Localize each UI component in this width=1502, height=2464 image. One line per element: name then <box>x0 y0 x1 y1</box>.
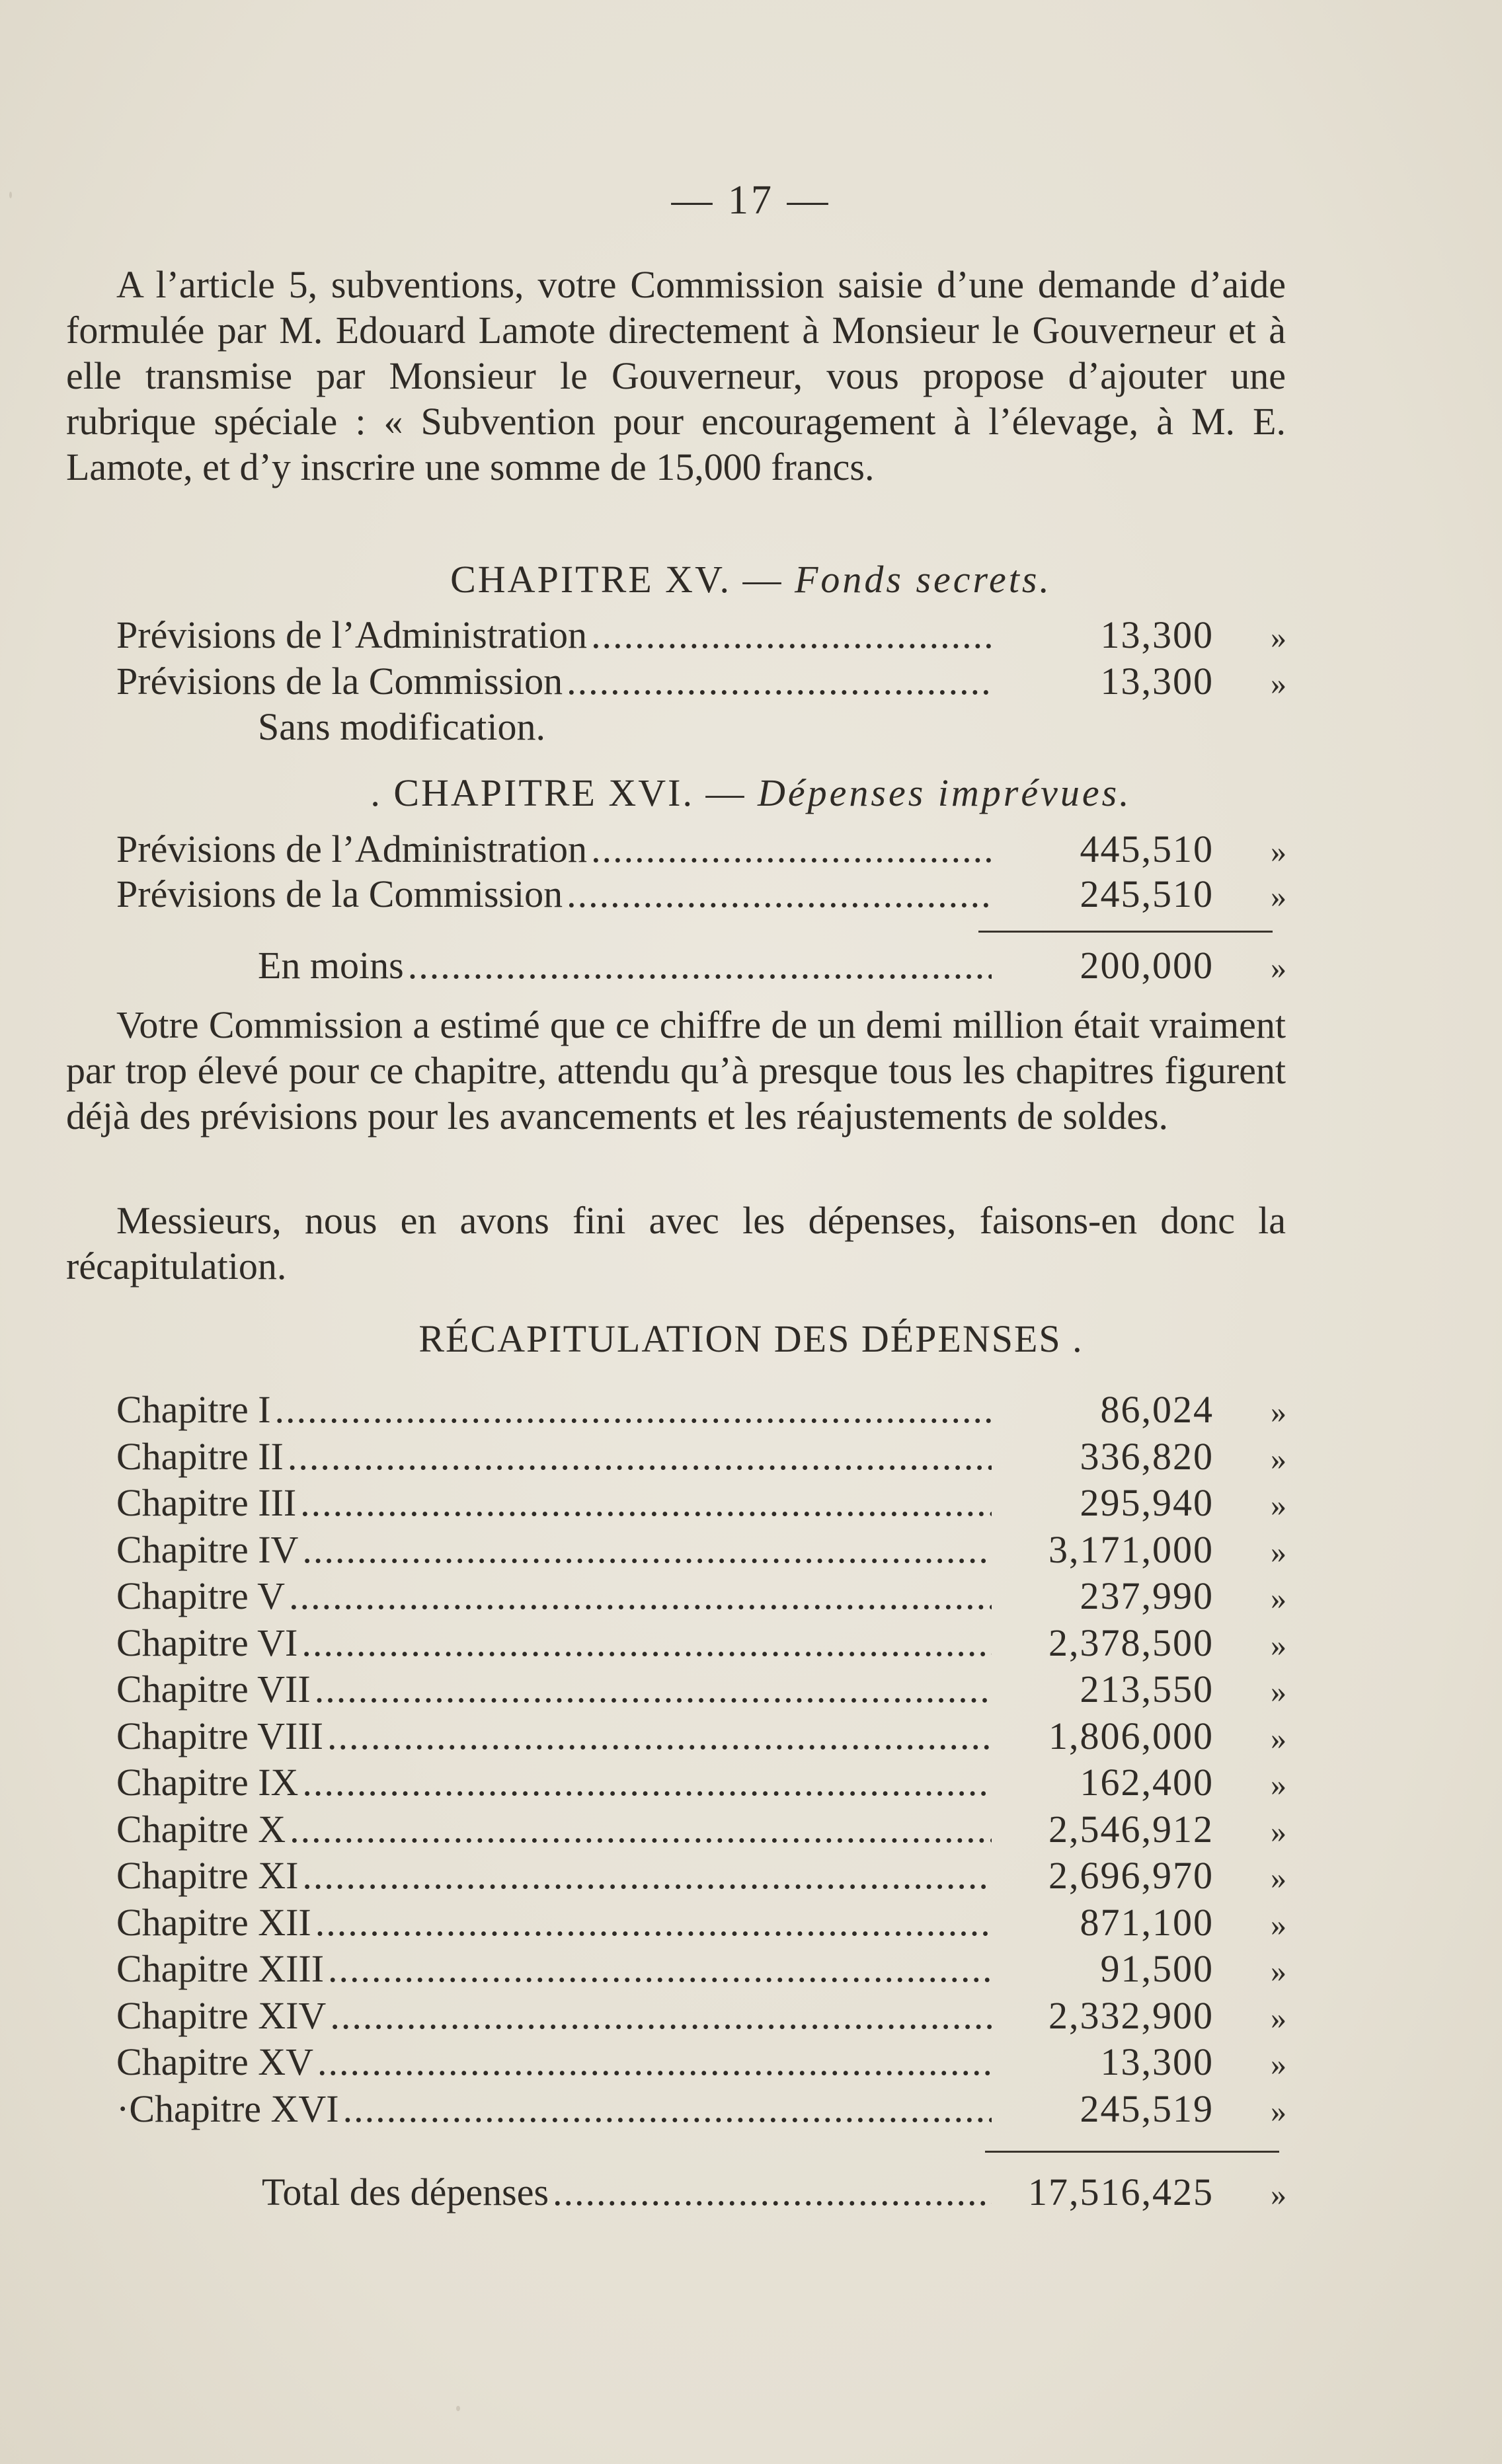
row-mark: » <box>1271 2047 1286 2082</box>
row-amount: 295,940 <box>1080 1481 1214 1524</box>
leader-dots <box>302 1761 992 1804</box>
row-label: En moins <box>258 944 404 987</box>
chapter-xv-heading <box>0 557 1502 601</box>
chapter-xvi-row-commission <box>116 872 1286 916</box>
row-label: Prévisions de l’Administration <box>116 613 588 656</box>
row-label: Chapitre VIII <box>116 1714 323 1757</box>
total-amount: 17,516,425 <box>1028 2171 1214 2214</box>
chapter-xvi-heading-italic: Dépenses imprévues. <box>758 771 1132 814</box>
chapter-xv-heading-italic: Fonds secrets. <box>794 558 1052 601</box>
intro-paragraph: A l’article 5, subventions, votre Commission saisie d’une demande d’aide formulée par M. Edouard Lamote directement à Monsieur le Gouverneur et à elle transmise par Monsieur le Gouverneur, vous propose d’ajouter une rubrique spéciale : « Subvention pour encouragement à l’élevage, à M. E. Lamote, et d’y inscrire une somme de 15,000 francs. <box>66 263 1286 488</box>
chapter-xv-note: Sans modification. <box>258 705 545 748</box>
row-label: Chapitre VII <box>116 1668 311 1711</box>
leader-dots <box>343 2087 992 2131</box>
leader-dots <box>591 828 992 871</box>
row-amount: 13,300 <box>1100 613 1214 656</box>
total-mark: » <box>1271 2177 1286 2212</box>
row-mark: » <box>1271 2093 1286 2129</box>
row-label: Prévisions de l’Administration <box>116 828 588 870</box>
speck <box>456 2406 460 2411</box>
row-label: Prévisions de la Commission <box>116 872 563 915</box>
row-mark: » <box>1271 1441 1286 1477</box>
recap-row <box>116 1528 1286 1572</box>
row-label: Chapitre IX <box>116 1761 299 1804</box>
row-amount: 445,510 <box>1080 828 1214 870</box>
leader-dots <box>300 1481 992 1525</box>
row-amount: 2,332,900 <box>1048 1993 1214 2037</box>
row-mark: » <box>1271 1674 1286 1709</box>
row-label: ·Chapitre XVI <box>116 2087 339 2130</box>
row-amount: 336,820 <box>1080 1434 1214 1478</box>
row-mark: » <box>1271 1814 1286 1849</box>
row-mark: » <box>1271 834 1286 869</box>
chapter-xvi-heading <box>0 771 1502 815</box>
leader-dots <box>591 613 992 657</box>
row-mark: » <box>1271 1907 1286 1943</box>
row-amount: 91,500 <box>1100 1947 1214 1990</box>
leader-dots <box>408 944 992 987</box>
row-mark: » <box>1271 879 1286 914</box>
leader-dots <box>317 2040 992 2084</box>
row-mark: » <box>1271 1767 1286 1802</box>
row-label: Chapitre XII <box>116 1900 311 1944</box>
row-amount: 2,378,500 <box>1048 1621 1214 1664</box>
recap-row <box>116 1435 1286 1479</box>
leader-dots <box>328 1947 992 1991</box>
row-label: Chapitre IV <box>116 1527 299 1571</box>
row-amount: 237,990 <box>1080 1574 1214 1617</box>
row-mark: » <box>1271 2000 1286 2036</box>
recap-row <box>116 1994 1286 2038</box>
chapter-xvi-row-admin <box>116 828 1286 871</box>
leader-dots <box>275 1388 992 1432</box>
leader-dots <box>553 2171 992 2214</box>
leader-dots <box>301 1621 992 1665</box>
row-mark: » <box>1271 1861 1286 1896</box>
leader-dots <box>290 1808 992 1851</box>
leader-dots <box>567 872 992 916</box>
row-label: Chapitre I <box>116 1388 271 1431</box>
total-rule <box>985 2151 1279 2153</box>
row-label: Chapitre V <box>116 1574 286 1617</box>
chapter-xvi-difference <box>258 944 1286 987</box>
leader-dots <box>288 1435 992 1479</box>
leader-dots <box>327 1714 992 1758</box>
subtraction-rule <box>978 931 1273 933</box>
row-mark: » <box>1271 1581 1286 1616</box>
row-label: Chapitre XI <box>116 1854 299 1897</box>
leader-dots <box>302 1528 992 1572</box>
chapter-xv-row-commission <box>116 660 1286 703</box>
row-mark: » <box>1271 620 1286 655</box>
row-amount: 245,510 <box>1080 872 1214 915</box>
recap-row <box>116 1947 1286 1991</box>
row-label: Chapitre X <box>116 1807 286 1851</box>
recap-row <box>116 1808 1286 1851</box>
leader-dots <box>315 1901 992 1944</box>
chapter-xv-row-admin <box>116 613 1286 657</box>
recap-row <box>116 1388 1286 1432</box>
row-mark: » <box>1271 950 1286 985</box>
row-label: Chapitre XIV <box>116 1993 327 2037</box>
row-label: Chapitre XIII <box>116 1947 325 1990</box>
recap-row <box>116 1901 1286 1944</box>
row-amount: 200,000 <box>1080 944 1214 987</box>
recap-row <box>116 1668 1286 1711</box>
total-label: Total des dépenses <box>262 2171 549 2214</box>
row-amount: 1,806,000 <box>1048 1714 1214 1757</box>
row-mark: » <box>1271 1395 1286 1430</box>
leader-dots <box>330 1994 992 2038</box>
row-amount: 245,519 <box>1080 2087 1214 2130</box>
chapter-xv-heading-text: CHAPITRE XV. — <box>450 558 783 601</box>
recap-row <box>116 1761 1286 1804</box>
row-label: Chapitre XV <box>116 2040 313 2083</box>
paragraph-3: Messieurs, nous en avons fini avec les dépenses, faisons-en donc la récapitulation. <box>66 1199 1286 1288</box>
recap-row <box>116 1574 1286 1618</box>
row-amount: 213,550 <box>1080 1668 1214 1711</box>
row-label: Chapitre III <box>116 1481 297 1524</box>
page-number: — 17 — <box>671 178 831 223</box>
recap-row <box>116 2087 1286 2131</box>
row-mark: » <box>1271 1954 1286 1989</box>
recap-total <box>262 2171 1286 2214</box>
recap-row <box>116 1714 1286 1758</box>
row-label: Prévisions de la Commission <box>116 660 563 703</box>
recap-row <box>116 1481 1286 1525</box>
row-amount: 13,300 <box>1100 660 1214 703</box>
row-amount: 13,300 <box>1100 2040 1214 2083</box>
row-amount: 86,024 <box>1100 1388 1214 1431</box>
row-amount: 3,171,000 <box>1048 1527 1214 1571</box>
paragraph-2: Votre Commission a estimé que ce chiffre de un demi million était vraiment par trop élevé pour ce chapitre, attendu qu’à presque tous les chapitres figurent déjà des prévisions pour les avancements et les réajustements de soldes. <box>66 1003 1286 1137</box>
row-mark: » <box>1271 1534 1286 1570</box>
row-amount: 2,696,970 <box>1048 1854 1214 1897</box>
recap-row <box>116 1621 1286 1665</box>
chapter-xvi-heading-text: . CHAPITRE XVI. — <box>370 771 746 814</box>
leader-dots <box>567 660 992 703</box>
leader-dots <box>315 1668 992 1711</box>
row-amount: 871,100 <box>1080 1900 1214 1944</box>
row-mark: » <box>1271 1720 1286 1756</box>
row-amount: 2,546,912 <box>1048 1807 1214 1851</box>
recap-heading: RÉCAPITULATION DES DÉPENSES . <box>418 1317 1084 1360</box>
row-label: Chapitre II <box>116 1434 284 1478</box>
row-label: Chapitre VI <box>116 1621 298 1664</box>
recap-row <box>116 2040 1286 2084</box>
row-mark: » <box>1271 666 1286 701</box>
recap-row <box>116 1854 1286 1898</box>
leader-dots <box>289 1574 992 1618</box>
leader-dots <box>302 1854 992 1898</box>
row-mark: » <box>1271 1488 1286 1523</box>
row-mark: » <box>1271 1627 1286 1663</box>
row-amount: 162,400 <box>1080 1761 1214 1804</box>
